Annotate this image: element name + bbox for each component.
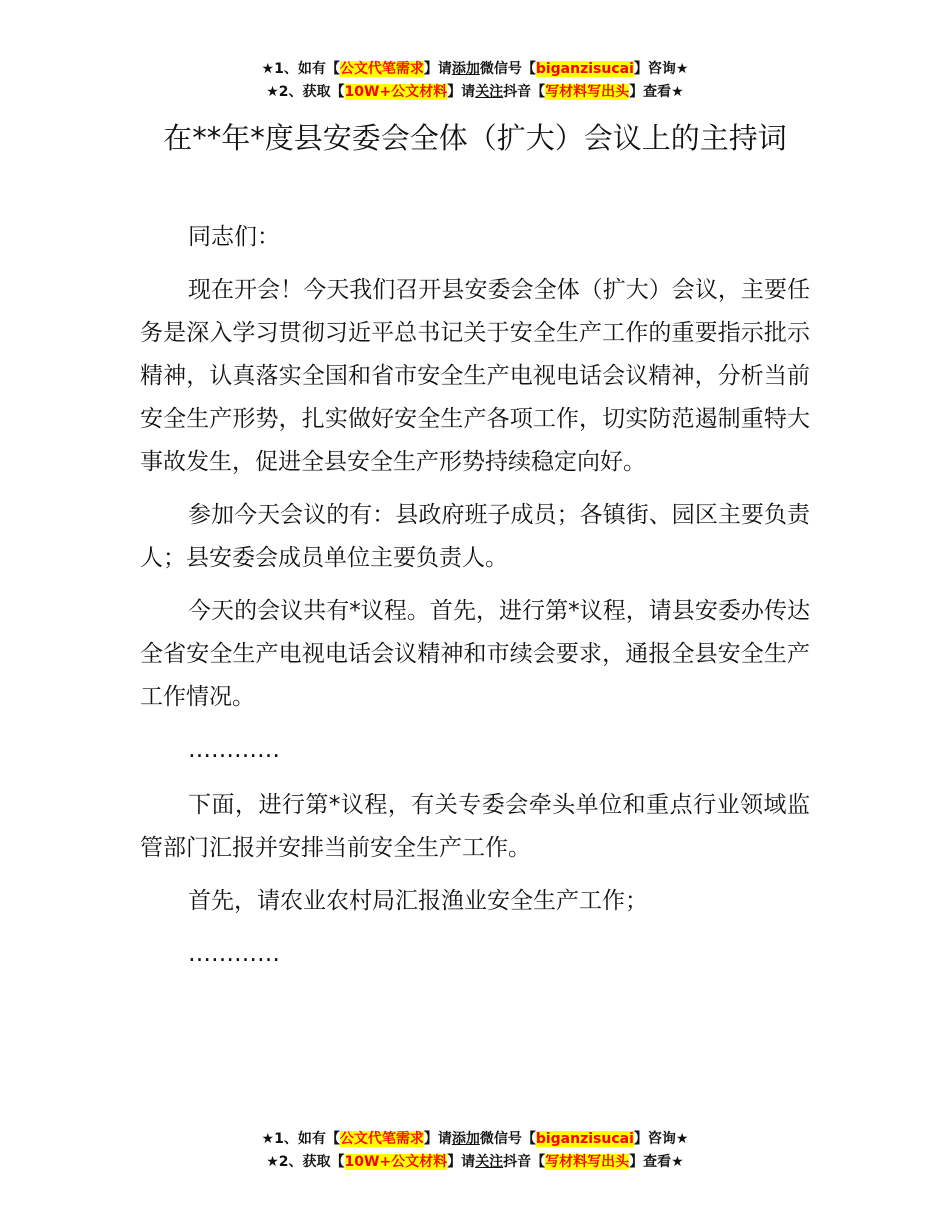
banner-underlined: 关注: [475, 1154, 504, 1170]
banner-text: 抖音【: [503, 1154, 546, 1170]
document-title: 在**年*度县安委会全体（扩大）会议上的主持词: [163, 121, 787, 155]
banner-highlight: biganzisucai: [535, 1131, 634, 1147]
banner-text: ★1、如有【: [261, 1131, 340, 1147]
banner-line-1: [0, 1128, 950, 1151]
banner-highlight: 写材料写出头: [545, 84, 630, 100]
banner-text: ★2、获取【: [266, 84, 345, 100]
header-banner: [0, 58, 950, 104]
paragraph-opening: 现在开会！今天我们召开县安委会全体（扩大）会议，主要任务是深入学习贯彻习近平总书记关于安全生产工作的重要指示批示精神，认真落实全国和省市安全生产电视电话会议精神，分析当前安全生产形势，扎实做好安全生产各项工作，切实防范遏制重特大事故发生，促进全县安全生产形势持续稳定向好。: [140, 277, 810, 475]
paragraph-report-1: 首先，请农业农村局汇报渔业安全生产工作；: [188, 888, 648, 914]
ellipsis-1: …………: [188, 737, 280, 763]
banner-text: 】查看★: [629, 1154, 684, 1170]
banner-text: 】请: [423, 1131, 452, 1147]
banner-highlight: biganzisucai: [535, 61, 634, 77]
banner-text: 】咨询★: [633, 1131, 689, 1147]
banner-text: 】请: [447, 84, 476, 100]
banner-underlined: 添加: [451, 61, 480, 77]
banner-highlight: 10W+公文材料: [344, 1154, 448, 1170]
paragraph-attendees: 参加今天会议的有：县政府班子成员；各镇街、园区主要负责人；县安委会成员单位主要负责人。: [140, 502, 810, 571]
banner-text: 】查看★: [629, 84, 684, 100]
banner-text: 微信号【: [479, 1131, 536, 1147]
banner-text: ★1、如有【: [261, 61, 340, 77]
banner-text: ★2、获取【: [266, 1154, 345, 1170]
banner-highlight: 公文代笔需求: [339, 61, 424, 77]
banner-underlined: 添加: [451, 1131, 480, 1147]
banner-highlight: 写材料写出头: [545, 1154, 630, 1170]
paragraph-agenda-2: 下面，进行第*议程，有关专委会牵头单位和重点行业领域监管部门汇报并安排当前安全生产工作。: [140, 792, 810, 861]
banner-underlined: 关注: [475, 84, 504, 100]
salutation: 同志们：: [188, 224, 280, 250]
banner-text: 微信号【: [479, 61, 536, 77]
banner-text: 】请: [447, 1154, 476, 1170]
banner-highlight: 公文代笔需求: [339, 1131, 424, 1147]
banner-line-2: [0, 81, 950, 104]
ellipsis-2: …………: [188, 941, 280, 967]
banner-text: 】咨询★: [633, 61, 689, 77]
banner-line-2: [0, 1151, 950, 1174]
paragraph-agenda-1: 今天的会议共有*议程。首先，进行第*议程，请县安委办传达全省安全生产电视电话会议精神和市续会要求，通报全县安全生产工作情况。: [140, 598, 810, 710]
banner-text: 】请: [423, 61, 452, 77]
banner-highlight: 10W+公文材料: [344, 84, 448, 100]
banner-text: 抖音【: [503, 84, 546, 100]
footer-banner: [0, 1128, 950, 1174]
document-body: [140, 216, 810, 986]
banner-line-1: [0, 58, 950, 81]
